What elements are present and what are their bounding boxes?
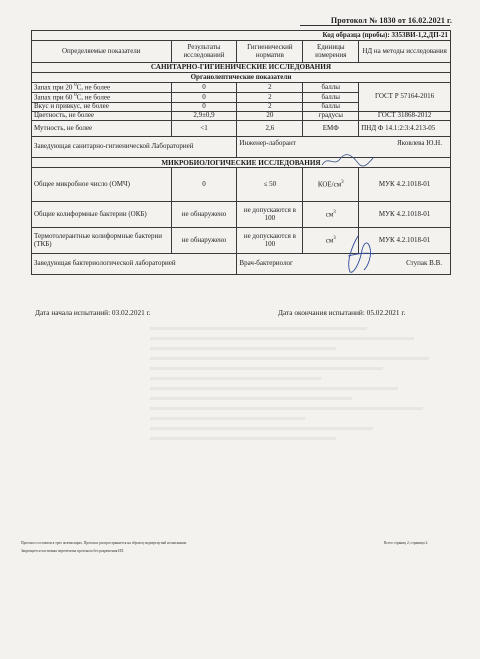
indicator-cell: Термотолерантные колиформные бактерии (ТКБ) <box>32 228 172 254</box>
indicator-cell: Цветность, не более <box>32 112 172 121</box>
unit-cell: градусы <box>303 112 359 121</box>
norm-cell: 2 <box>237 83 303 93</box>
unit-cell: баллы <box>303 83 359 93</box>
method-cell: МУК 4.2.1018-01 <box>359 202 451 228</box>
method-cell: ПНД Ф 14.1:2:3:4.213-05 <box>359 121 451 137</box>
footer-note-copies: Протокол составлен в трех экземплярах. Протокол распространяется на образец подвергнутый испытаниям. <box>21 541 187 545</box>
footer-page-count: Всего страниц 2; страница 2. <box>384 541 429 545</box>
unit-cell: КОЕ/$см^3$ <box>303 168 359 202</box>
norm-cell: 20 <box>237 112 303 121</box>
result-cell: <1 <box>171 121 237 137</box>
test-end-date: Дата окончания испытаний: 05.02.2021 г. <box>278 308 406 317</box>
indicator-cell: Общее микробное число (ОМЧ) <box>32 168 172 202</box>
table-row <box>32 202 451 228</box>
indicator-cell: Запах при 60 $^0$С, не более <box>32 93 172 103</box>
result-cell: 0 <box>171 93 237 103</box>
signature-row-bacterio <box>32 254 451 275</box>
signature-row-sanitary <box>32 137 451 158</box>
header-indicator: Определяемые показатели <box>32 41 172 63</box>
norm-cell: не допускаются в 100 <box>237 228 303 254</box>
unit-cell: $см^3$ <box>303 202 359 228</box>
method-cell: ГОСТ 31868-2012 <box>359 112 451 121</box>
bacterio-head-label: Заведующая бактериологической лабораторией <box>32 254 237 275</box>
method-cell: ГОСТ Р 57164-2016 <box>359 83 451 112</box>
sample-code: Код образца (пробы): 3353ВИ-1,2,ДП-21 <box>32 31 451 41</box>
indicator-cell: Мутность, не более <box>32 121 172 137</box>
norm-cell: 2 <box>237 93 303 103</box>
protocol-title: Протокол № 1830 от 16.02.2021 г. <box>330 16 452 25</box>
unit-cell: баллы <box>303 103 359 112</box>
table-row <box>32 168 451 202</box>
indicator-cell: Общие колиформные бактерии (ОКБ) <box>32 202 172 228</box>
method-cell: МУК 4.2.1018-01 <box>359 168 451 202</box>
result-cell: 0 <box>171 103 237 112</box>
indicator-cell: Запах при 20 $^0$С, не более <box>32 83 172 93</box>
sanitary-engineer-name: Яковлева Ю.Н. <box>397 139 442 148</box>
header-unit: Единицы измерения <box>303 41 359 63</box>
unit-cell: баллы <box>303 93 359 103</box>
table-row <box>32 83 451 93</box>
table-row <box>32 228 451 254</box>
bacterio-doctor-name: Ступак В.В. <box>406 259 442 268</box>
results-table <box>31 30 451 275</box>
result-cell: не обнаружено <box>171 228 237 254</box>
result-cell: не обнаружено <box>171 202 237 228</box>
header-method: НД на методы исследования <box>359 41 451 63</box>
bacteriologist-signature-mark <box>338 232 378 276</box>
table-header-row <box>32 41 451 63</box>
table-row <box>32 112 451 121</box>
unit-cell: $см^3$ <box>303 228 359 254</box>
footer-note-reprint: Запрещается частичная перепечатка протокола без разрешения ИЛ. <box>21 549 125 553</box>
test-start-date: Дата начала испытаний: 03.02.2021 г. <box>35 308 151 317</box>
subsection-organoleptic-title: Органолептические показатели <box>32 73 451 83</box>
norm-cell: ≤ 50 <box>237 168 303 202</box>
unit-cell: ЕМФ <box>303 121 359 137</box>
sanitary-engineer-label: Инженер-лаборант <box>239 139 296 148</box>
sanitary-head-label: Заведующая санитарно-гигиенической Лабораторией <box>32 137 237 158</box>
norm-cell: не допускаются в 100 <box>237 202 303 228</box>
norm-cell: 2 <box>237 103 303 112</box>
bacterio-doctor-label: Врач-бактериолог <box>239 259 293 268</box>
result-cell: 0 <box>171 83 237 93</box>
norm-cell: 2,6 <box>237 121 303 137</box>
result-cell: 2,9±0,9 <box>171 112 237 121</box>
section-sanitary-title: САНИТАРНО-ГИГИЕНИЧЕСКИЕ ИССЛЕДОВАНИЯ <box>32 63 451 73</box>
method-cell: МУК 4.2.1018-01 <box>359 228 451 254</box>
result-cell: 0 <box>171 168 237 202</box>
header-norm: Гигиенический норматив <box>237 41 303 63</box>
engineer-signature-mark <box>318 151 378 171</box>
header-result: Результаты исследований <box>171 41 237 63</box>
section-micro-title: МИКРОБИОЛОГИЧЕСКИЕ ИССЛЕДОВАНИЯ <box>32 158 451 168</box>
table-row <box>32 121 451 137</box>
title-underline <box>300 25 450 26</box>
show-through-texture <box>150 320 460 510</box>
indicator-cell: Вкус и привкус, не более <box>32 103 172 112</box>
